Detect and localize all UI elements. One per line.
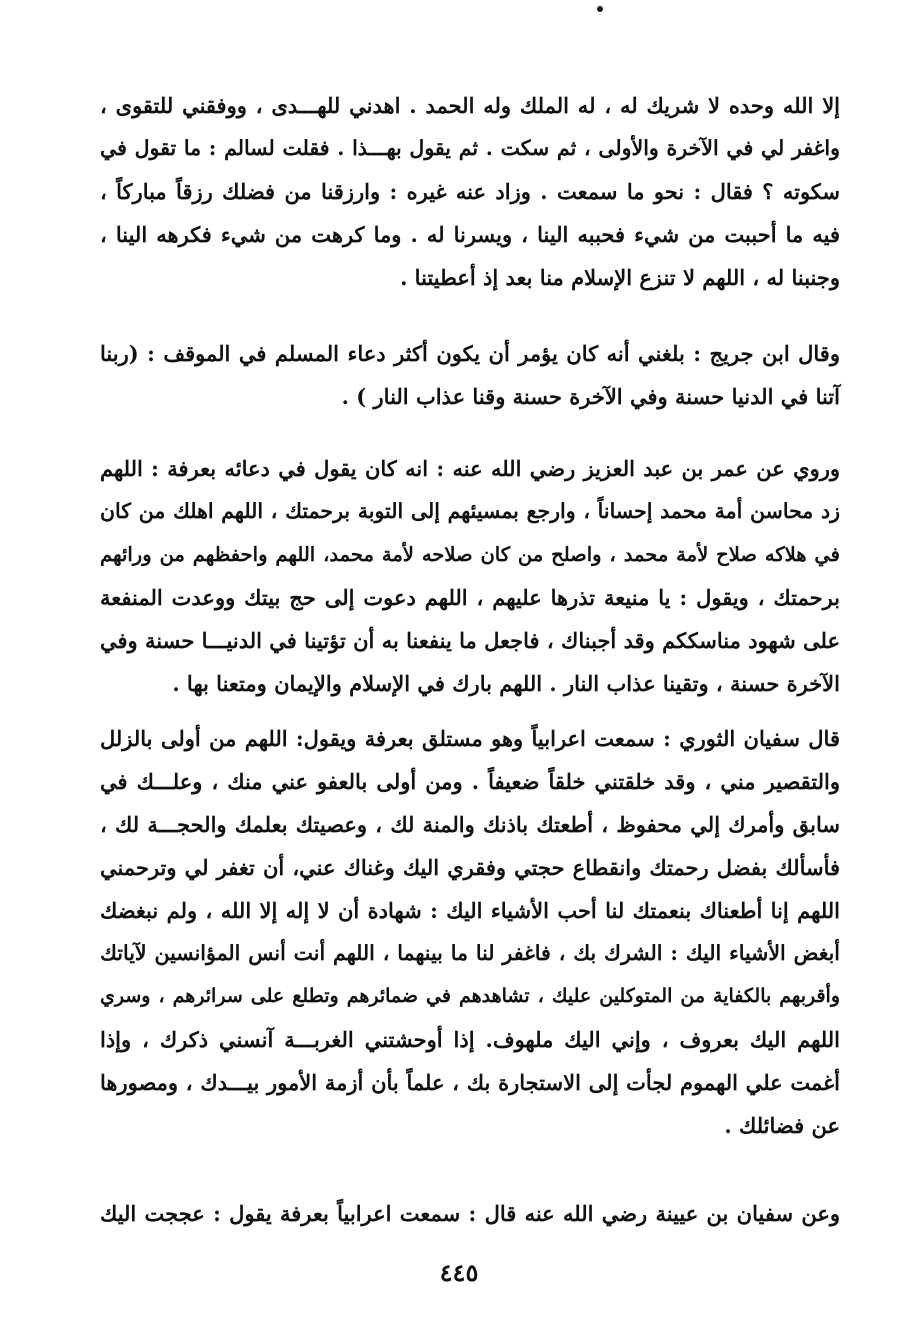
text-line: وعن سفيان بن عيينة رضي الله عنه قال : سمعت اعرابياً بعرفة يقول : عججت اليك [100,1201,840,1226]
text-line: زد محاسن أمة محمد إحساناً ، وارجع بمسيئهم إلى التوبة برحمتك ، اللهم اهلك من كان [100,499,840,523]
text-line: على شهود مناسككم وقد أجبناك ، فاجعل ما ينفعنا به أن تؤتينا في الدنيـــا حسنة وفي [100,628,840,653]
paragraph-2 [100,332,840,418]
top-mark [597,6,603,12]
paragraph-3 [100,447,840,705]
text-line: وروي عن عمر بن عبد العزيز رضي الله عنه : انه كان يقول في دعائه بعرفة : اللهم [100,456,841,481]
text-line: وقال ابن جريج : بلغني أنه كان يؤمر أن يكون أكثر دعاء المسلم في الموقف : (ربنا [100,341,840,366]
text-line: برحمتك ، ويقول : يا منيعة تذرها عليهم ، اللهم دعوت إلى حج بيتك ووعدت المنفعة [100,585,840,610]
text-line: أغمت علي الهموم لجأت إلى الاستجارة بك ، علماً بأن أزمة الأمور بيـــدك ، ومصورها [100,1070,840,1095]
text-line: وجنبنا له ، اللهم لا تنزع الإسلام منا بعد إذ أعطيتنا . [400,265,840,290]
paragraph-1 [100,84,840,299]
text-line: عن فضائلك . [724,1113,840,1138]
text-line: آتنا في الدنيا حسنة وفي الآخرة حسنة وقنا عذاب النار ) . [341,384,840,409]
text-line: والتقصير مني ، وقد خلقتني خلقاً ضعيفاً . ومن أولى بالعفو عني منك ، وعلـــك في [100,769,840,794]
paragraph-5 [100,1192,840,1235]
text-line: اللهم اليك بعروف ، وإني اليك ملهوف. إذا أوحشتني الغربـــة آنسني ذكرك ، وإذا [100,1027,840,1052]
text-line: فيه ما أحببت من شيء فحببه الينا ، ويسرنا له . وما كرهت من شيء فكرهه الينا ، [100,222,840,247]
text-line: سابق وأمرك إلي محفوظ ، أطعتك باذنك والمنة لك ، وعصيتك بعلمك والحجـــة لك ، [100,812,840,837]
text-line: وأقربهم بالكفاية من المتوكلين عليك ، تشاهدهم في ضمائرهم وتطلع على سرائرهم ، وسري [100,985,840,1007]
page-number: ٤٤٥ [439,1258,479,1287]
text-line: واغفر لي في الآخرة والأولى ، ثم سكت . ثم يقول بهـــذا . فقلت لسالم : ما تقول في [100,136,840,160]
text-line: الآخرة حسنة ، وتقينا عذاب النار . اللهم بارك في الإسلام والإيمان ومتعنا بها . [172,671,840,696]
text-line: اللهم إنا أطعناك بنعمتك لنا أحب الأشياء اليك : شهادة أن لا إله إلا الله ، ولم نبغضك [100,898,840,923]
text-line: قال سفيان الثوري : سمعت اعرابياً وهو مستلق بعرفة ويقول: اللهم من أولى بالزلل [100,726,840,751]
text-line: فأسألك بفضل رحمتك وانقطاع حجتي وفقري اليك وغناك عني، أن تغفر لي وترحمني [100,855,840,880]
text-line: في هلاكه صلاح لأمة محمد ، واصلح من كان صلاحه لأمة محمد، اللهم واحفظهم من ورائهم [100,543,840,566]
text-line: أبغض الأشياء اليك : الشرك بك ، فاغفر لنا ما بينهما ، اللهم أنت أنس المؤانسين لآياتك [100,941,840,965]
paragraph-4 [100,717,840,1147]
text-line: إلا الله وحده لا شريك له ، له الملك وله الحمد . اهدني للهـــدى ، ووفقني للتقوى ، [100,93,840,118]
text-line: سكوته ؟ فقال : نحو ما سمعت . وزاد عنه غيره : وارزقنا من فضلك رزقاً مباركاً ، [100,179,840,204]
